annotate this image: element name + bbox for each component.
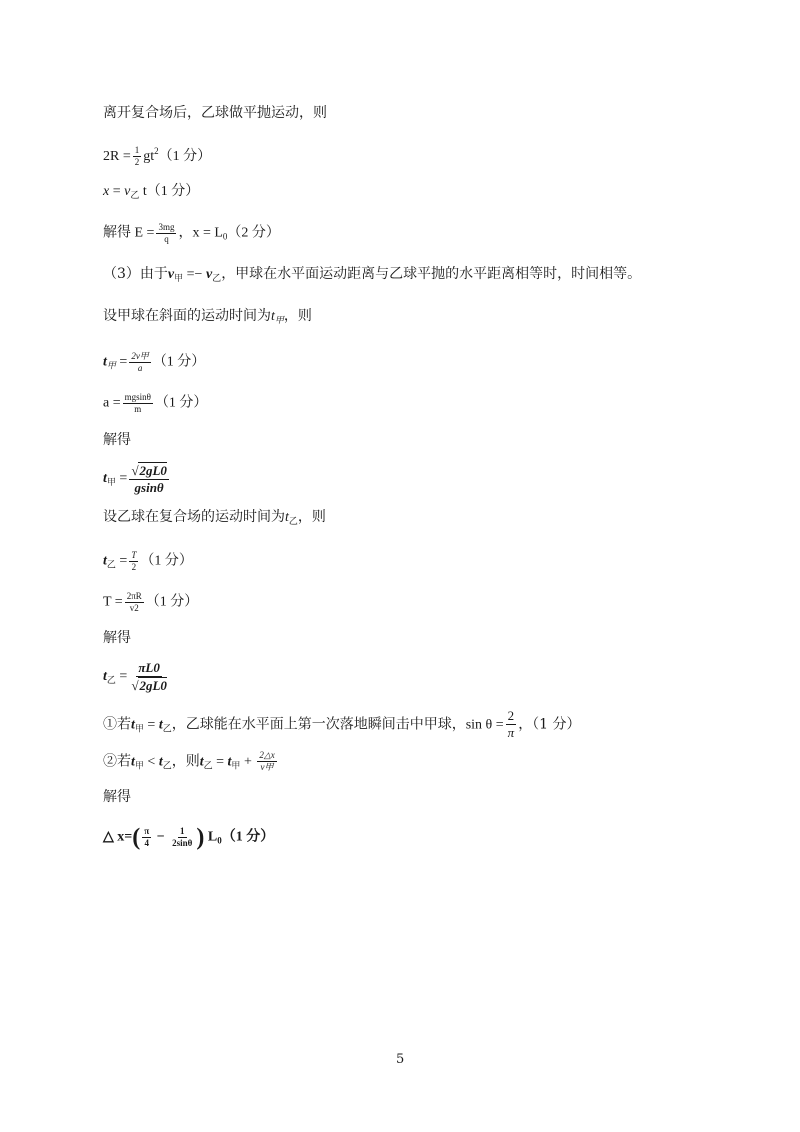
fraction: $\frac{\text{2v甲}}{a}$ — [131, 351, 149, 373]
equation-period: T = $\frac{2\pi R}{v2}$ （1 分） — [103, 591, 199, 613]
text-line: 设乙球在复合场的运动时间为$t_乙$，则 — [103, 509, 326, 527]
text-line: 解得 — [103, 630, 131, 646]
fraction: $\frac{3mg}{q}$ — [158, 222, 175, 244]
equation-t-jia: $t_甲$ = $\frac{\text{2v甲}}{a}$ （1 分） — [103, 351, 206, 373]
fraction: $\frac{2}{\pi}$ — [507, 708, 515, 740]
fraction: $\frac{2\triangle x}{\text{v甲}}$ — [259, 750, 275, 772]
equation-t-yi-result: $t_乙$ = $\frac{\pi L0}{√2gL0}$ — [103, 660, 167, 693]
equation-e: 解得 E = $\frac{3mg}{q}$ ，$x = L_0(2$ 分） — [103, 222, 280, 244]
text-line: 离开复合场后，乙球做平抛运动，则 — [103, 105, 327, 121]
equation-x: $x = v_乙$ t（1 分） — [103, 184, 200, 200]
fraction: $\frac{1}{2}$ — [134, 145, 140, 168]
case-two: ②若$t_甲 < t_乙$，则$t_乙 = t_甲$ + $\frac{2\triangle x}{\text{v甲}}$ — [103, 750, 275, 772]
case-one: ①若$t_甲 = t_乙$，乙球能在水平面上第一次落地瞬间击中甲球，sin θ = $\frac{2}{\pi}$ ，（1 分） — [103, 708, 581, 740]
fraction: $\frac{2\pi R}{v2}$ — [126, 591, 142, 613]
fraction: $\frac{mgsin\theta}{m}$ — [124, 392, 151, 414]
fraction: $\frac{1}{2\sin\theta}$ — [172, 826, 193, 848]
text-line: （3）由于$v_甲 =- v_乙$，甲球在水平面运动距离与乙球平抛的水平距离相等时，时间相等。 — [103, 266, 642, 284]
text-line: 解得 — [103, 432, 131, 448]
equation-2r: 2R = $\frac{1}{2}$ $gt^2(1$ 分） — [103, 145, 212, 168]
fraction: $\frac{T}{2}$ — [131, 550, 137, 572]
page-number: 5 — [396, 1052, 405, 1067]
fraction: $\frac{\pi L0}{√2gL0}$ — [131, 660, 167, 693]
equation-t-jia-result: $t_甲$ = $\frac{√2gL0}{gsin\theta}$ — [103, 463, 167, 495]
fraction: $\frac{\pi}{4}$ — [144, 826, 150, 848]
text-line: 解得 — [103, 789, 131, 805]
text-line: 设甲球在斜面的运动时间为$t_甲$，则 — [103, 308, 312, 326]
equation-delta-x: △ x=( $\frac{\pi}{4}$ − $\frac{1}{2\sin\theta}$ ) $L_0(1$ 分） — [103, 824, 275, 851]
equation-t-yi: $t_乙$ = $\frac{T}{2}$ （1 分） — [103, 550, 193, 572]
equation-a: a = $\frac{mgsin\theta}{m}$ （1 分） — [103, 392, 208, 414]
fraction: $\frac{√2gL0}{gsin\theta}$ — [131, 463, 167, 495]
